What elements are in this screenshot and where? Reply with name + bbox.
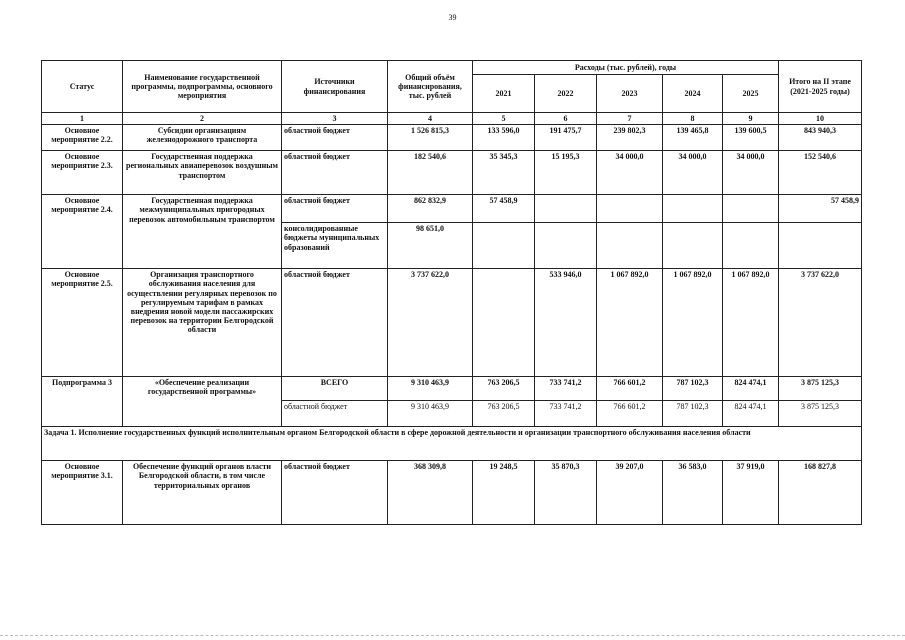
col-number: 4 xyxy=(388,113,473,125)
row-2022: 35 870,3 xyxy=(535,461,597,525)
row-2024: 36 583,0 xyxy=(663,461,723,525)
col-number: 2 xyxy=(123,113,282,125)
row-2024: 787 102,3 xyxy=(663,401,723,427)
row-source: областной бюджет xyxy=(282,125,388,151)
row-status: Основное мероприятие 2.5. xyxy=(42,269,123,377)
page-edge-divider xyxy=(0,635,905,636)
row-status: Основное мероприятие 2.4. xyxy=(42,195,123,269)
row-source: областной бюджет xyxy=(282,195,388,223)
task-row xyxy=(42,427,862,461)
row-total: 9 310 463,9 xyxy=(388,377,473,401)
table-row xyxy=(42,125,862,151)
row-total: 368 309,8 xyxy=(388,461,473,525)
col-number: 9 xyxy=(723,113,779,125)
row-2023: 39 207,0 xyxy=(597,461,663,525)
row-2024 xyxy=(663,223,723,269)
task-title: Задача 1. Исполнение государственных функций исполнительным органом Белгородской области в сфере дорожной деятельности и организации транспортного обслуживания населения области xyxy=(42,427,862,461)
row-2021: 35 345,3 xyxy=(473,151,535,195)
row-2022 xyxy=(535,195,597,223)
row-source: ВСЕГО xyxy=(282,377,388,401)
col-number: 5 xyxy=(473,113,535,125)
row-total: 1 526 815,3 xyxy=(388,125,473,151)
col-number: 3 xyxy=(282,113,388,125)
row-source: областной бюджет xyxy=(282,401,388,427)
row-status: Основное мероприятие 3.1. xyxy=(42,461,123,525)
row-2025 xyxy=(723,223,779,269)
row-source: областной бюджет xyxy=(282,151,388,195)
row-2025 xyxy=(723,195,779,223)
row-2024: 34 000,0 xyxy=(663,151,723,195)
table-row xyxy=(42,377,862,401)
row-2021: 57 458,9 xyxy=(473,195,535,223)
budget-table xyxy=(41,60,862,525)
col-number: 7 xyxy=(597,113,663,125)
col-number: 10 xyxy=(779,113,862,125)
row-total: 9 310 463,9 xyxy=(388,401,473,427)
row-name: «Обеспечение реализации государственной программы» xyxy=(123,377,282,427)
row-2024: 1 067 892,0 xyxy=(663,269,723,377)
table-row xyxy=(42,151,862,195)
header-status: Статус xyxy=(42,61,123,113)
row-source: областной бюджет xyxy=(282,461,388,525)
row-stage-total: 152 540,6 xyxy=(779,151,862,195)
row-2021 xyxy=(473,269,535,377)
row-2021 xyxy=(473,223,535,269)
row-2023: 1 067 892,0 xyxy=(597,269,663,377)
table-row xyxy=(42,195,862,223)
row-2021: 763 206,5 xyxy=(473,377,535,401)
row-stage-total: 843 940,3 xyxy=(779,125,862,151)
header-total-volume: Общий объём финансирования, тыс. рублей xyxy=(388,61,473,113)
column-number-row xyxy=(42,113,862,125)
row-2022: 533 946,0 xyxy=(535,269,597,377)
row-2024: 139 465,8 xyxy=(663,125,723,151)
row-2023: 766 601,2 xyxy=(597,377,663,401)
table-row xyxy=(42,269,862,377)
header-sources: Источники финансирования xyxy=(282,61,388,113)
row-2022: 15 195,3 xyxy=(535,151,597,195)
row-status: Основное мероприятие 2.2. xyxy=(42,125,123,151)
header-stage-total: Итого на II этапе (2021-2025 годы) xyxy=(779,61,862,113)
row-2025: 824 474,1 xyxy=(723,401,779,427)
row-status: Основное мероприятие 2.3. xyxy=(42,151,123,195)
header-year-2023: 2023 xyxy=(597,75,663,113)
row-2021: 19 248,5 xyxy=(473,461,535,525)
header-year-2025: 2025 xyxy=(723,75,779,113)
row-2024 xyxy=(663,195,723,223)
row-name: Субсидии организациям железнодорожного транспорта xyxy=(123,125,282,151)
header-year-2024: 2024 xyxy=(663,75,723,113)
header-expenses-by-year: Расходы (тыс. рублей), годы xyxy=(473,61,779,75)
header-year-2022: 2022 xyxy=(535,75,597,113)
row-2023: 34 000,0 xyxy=(597,151,663,195)
header-program-name: Наименование государственной программы, подпрограммы, основного мероприятия xyxy=(123,61,282,113)
row-2022: 733 741,2 xyxy=(535,401,597,427)
row-2023 xyxy=(597,223,663,269)
row-total: 182 540,6 xyxy=(388,151,473,195)
row-2022: 733 741,2 xyxy=(535,377,597,401)
row-status: Подпрограмма 3 xyxy=(42,377,123,427)
row-total: 3 737 622,0 xyxy=(388,269,473,377)
row-name: Государственная поддержка межмуниципальных пригородных перевозок автомобильным транспортом xyxy=(123,195,282,269)
row-2021: 133 596,0 xyxy=(473,125,535,151)
row-stage-total: 57 458,9 xyxy=(779,195,862,223)
row-2025: 139 600,5 xyxy=(723,125,779,151)
row-stage-total: 3 875 125,3 xyxy=(779,377,862,401)
col-number: 1 xyxy=(42,113,123,125)
header-year-2021: 2021 xyxy=(473,75,535,113)
row-2025: 37 919,0 xyxy=(723,461,779,525)
row-2025: 824 474,1 xyxy=(723,377,779,401)
row-source: консолидированные бюджеты муниципальных образований xyxy=(282,223,388,269)
row-stage-total: 3 875 125,3 xyxy=(779,401,862,427)
row-2025: 1 067 892,0 xyxy=(723,269,779,377)
row-2023: 239 802,3 xyxy=(597,125,663,151)
row-name: Государственная поддержка региональных авиаперевозок воздушным транспортом xyxy=(123,151,282,195)
row-stage-total: 168 827,8 xyxy=(779,461,862,525)
row-name: Организация транспортного обслуживания населения для осуществлении регулярных перевозок по регулируемым тарифам в рамках внедрения новой модели пассажирских перевозок на территории Белгородской области xyxy=(123,269,282,377)
row-total: 862 832,9 xyxy=(388,195,473,223)
row-2025: 34 000,0 xyxy=(723,151,779,195)
row-stage-total xyxy=(779,223,862,269)
row-2021: 763 206,5 xyxy=(473,401,535,427)
col-number: 8 xyxy=(663,113,723,125)
row-total: 98 651,0 xyxy=(388,223,473,269)
row-2022 xyxy=(535,223,597,269)
row-2023 xyxy=(597,195,663,223)
row-name: Обеспечение функций органов власти Белгородской области, в том числе территориальных органов xyxy=(123,461,282,525)
row-2024: 787 102,3 xyxy=(663,377,723,401)
row-2022: 191 475,7 xyxy=(535,125,597,151)
row-stage-total: 3 737 622,0 xyxy=(779,269,862,377)
row-2023: 766 601,2 xyxy=(597,401,663,427)
table-row xyxy=(42,461,862,525)
row-source: областной бюджет xyxy=(282,269,388,377)
col-number: 6 xyxy=(535,113,597,125)
page-number: 39 xyxy=(448,13,457,22)
